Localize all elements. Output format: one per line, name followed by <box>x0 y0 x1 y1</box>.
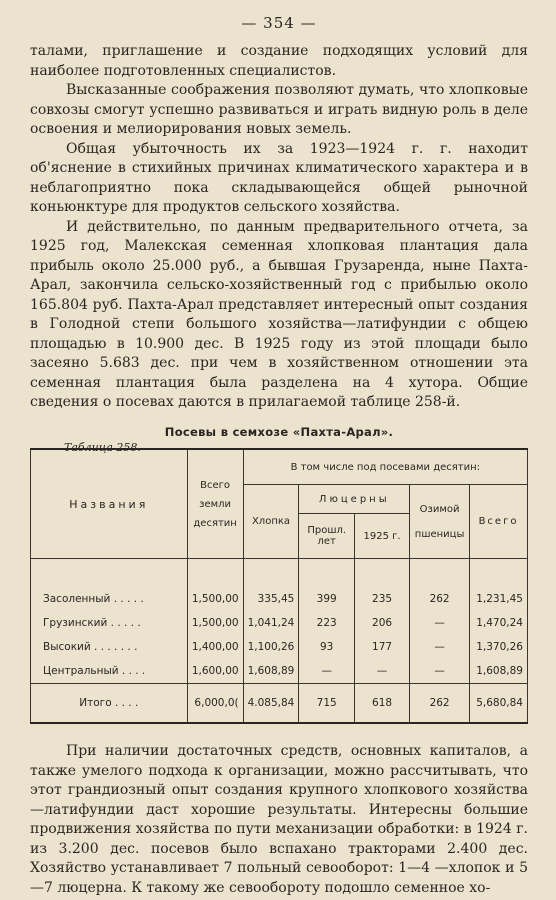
header-last-year: Прошл. лет <box>299 514 355 559</box>
header-lucerne: Люцерны <box>299 485 410 514</box>
header-winter-wheat: Озимой пшеницы <box>410 485 470 559</box>
header-cotton: Хлопка <box>243 485 299 559</box>
sown-areas-table <box>30 448 528 724</box>
table-title: Посевы в семхозе «Пахта-Арал». <box>164 424 394 439</box>
header-total-land: Всего земли десятин <box>187 449 243 559</box>
table-row: Высокий . . . . . . . 1,400,00 1,100,26 93 177 — 1,370,26 <box>31 635 528 659</box>
page <box>30 14 528 896</box>
paragraph-4: И действительно, по данным предварительного отчета, за 1925 год, Малекская семенная хлопковая плантация дала прибыль около 25.000 руб., а бывшая Грузаренда, ныне Пахта-Арал, закончила сельско-хозяйственный год с прибылью около 165.804 руб. Пахта-Арал представляет интересный опыт создания в Голодной степи большого хозяйства—латифундии с общею площадью в 10.900 дес. В 1925 году из этой площади было засеяно 5.683 дес. при чем в хозяйственном отношении эта семенная плантация была разделена на 4 хутора. Общие сведения о посевах даются в прилагаемой таблице 258-й. <box>30 218 528 410</box>
header-all: Всего <box>470 485 528 559</box>
header-names: Названия <box>31 449 188 559</box>
paragraph-2: Высказанные соображения позволяют думать, что хлопковые совхозы смогут успешно развиваться и играть видную роль в деле освоения и мелиорирования новых земель. <box>30 82 528 137</box>
page-number: — 354 — <box>241 14 317 32</box>
table-row: Засоленный . . . . . 1,500,00 335,45 399 235 262 1,231,45 <box>31 587 528 611</box>
table-row: Грузинский . . . . . 1,500,00 1,041,24 223 206 — 1,470,24 <box>31 611 528 635</box>
paragraph-1: талами, приглашение и создание подходящих условий для наиболее подготовленных специалистов. <box>30 43 528 79</box>
table-row: Центральный . . . . 1,600,00 1,608,89 — — — 1,608,89 <box>31 659 528 684</box>
paragraph-3: Общая убыточность их за 1923—1924 г. г. находит об'яснение в стихийных причинах климатического характера и в неблагоприятно пока складывающейся общей рыночной коньюнктуре для продуктов сельского хозяйства. <box>30 140 528 215</box>
paragraph-after-table: При наличии достаточных средств, основных капиталов, а также умелого подхода к организации, можно рассчитывать, что этот грандиозный опыт создания крупного хлопкового хозяйства—латифундии даст хорошие результаты. Интересны большие продвижения хозяйства по пути механизации обработки: в 1924 г. из 3.200 дес. посевов было вспахано тракторами 2.400 дес. Хозяйство устанавливает 7 польный севооборот: 1—4 —хлопок и 5—7 люцерна. К такому же севообороту подошло семенное хо- <box>30 743 528 896</box>
header-group: В том числе под посевами десятин: <box>243 449 527 485</box>
table-total-row: Итого . . . . 6,000,0( 4.085,84 715 618 262 5,680,84 <box>31 684 528 724</box>
header-1925: 1925 г. <box>355 514 410 559</box>
table-label: Таблица 258. <box>64 440 141 454</box>
